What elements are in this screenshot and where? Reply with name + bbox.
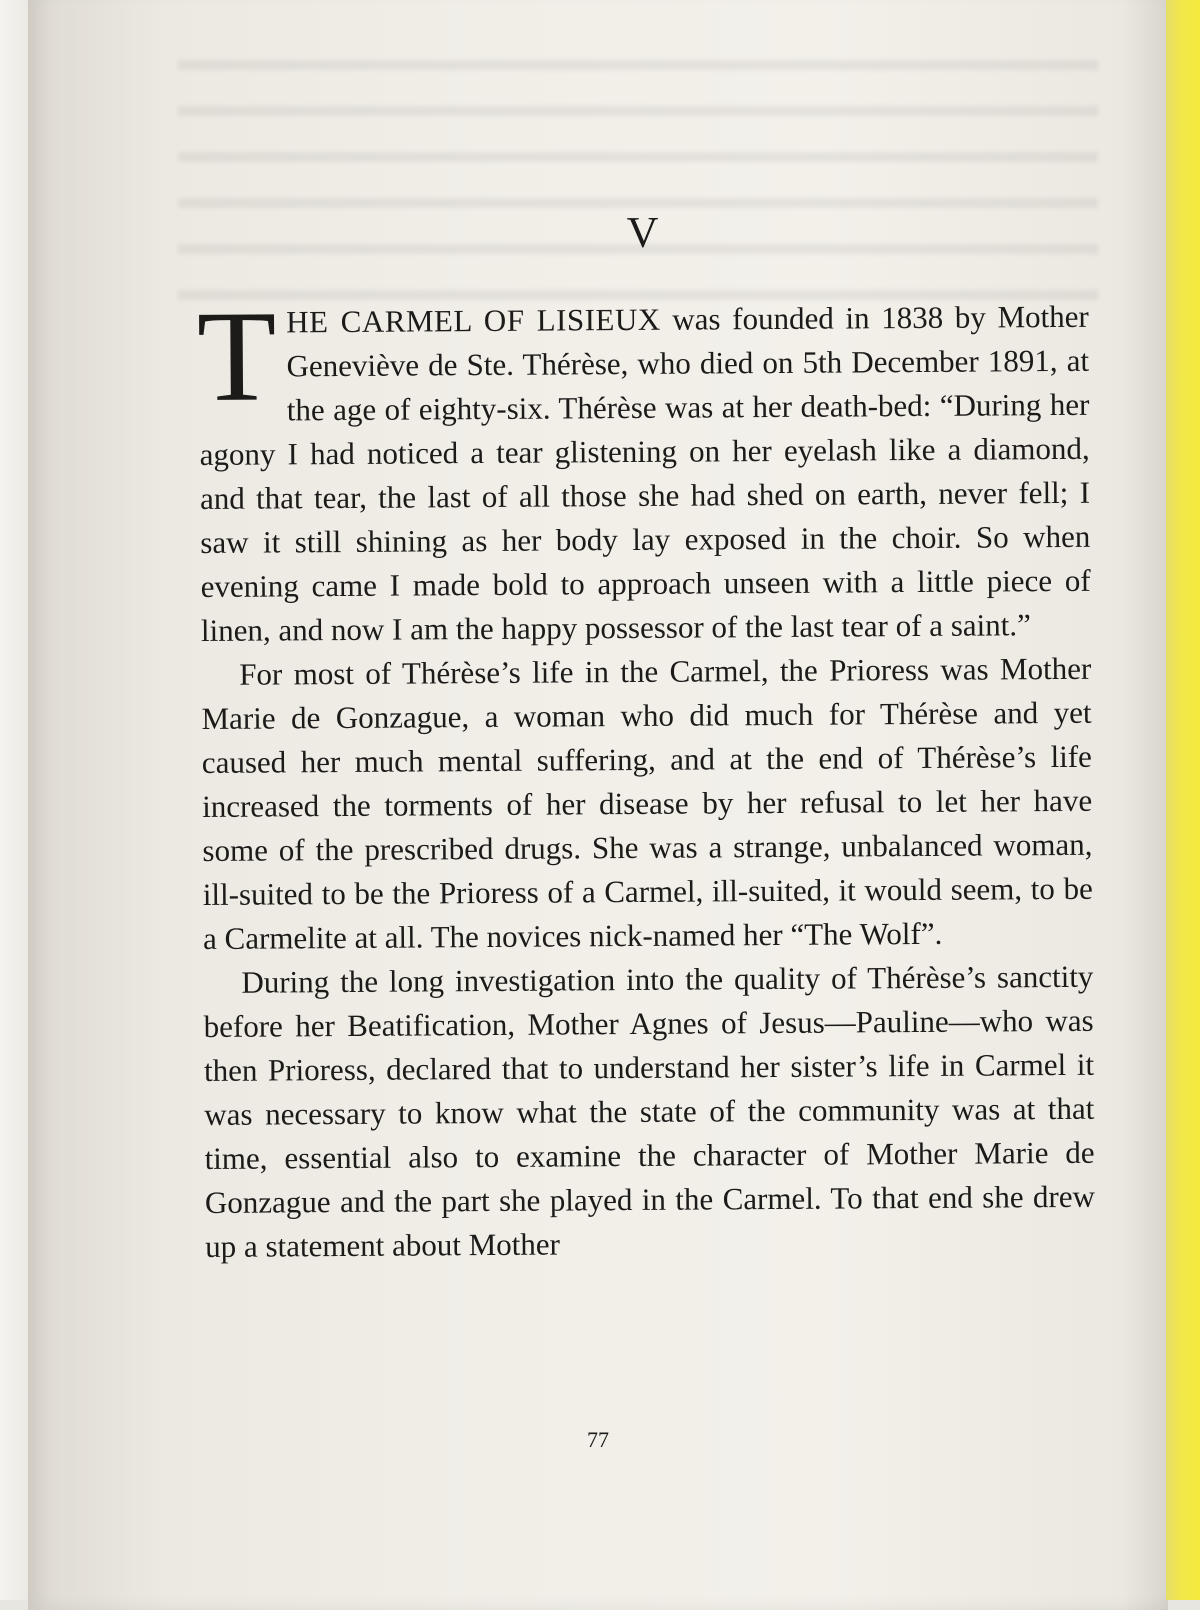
drop-cap: T bbox=[196, 284, 277, 430]
paragraph-1-text: was founded in 1838 by Mother Geneviève de Ste. Thérèse, who died on 5th December 1891, at the age of eighty-six. Thérèse was at her death-bed: “During her agony I had noticed a tear glistening on her eyelash like a diamond, and that tear, the last of all those she had shed on earth, never fell; I saw it still shining as her body lay exposed in the choir. So when evening came I made bold to approach unseen with a little piece of linen, and now I am the happy possessor of the last tear of a saint.” bbox=[199, 298, 1091, 648]
book-page bbox=[28, 0, 1168, 1610]
opening-small-caps: HE CARMEL OF LISIEUX bbox=[286, 301, 661, 340]
page-text-block bbox=[198, 204, 1095, 1269]
paragraph-1 bbox=[196, 284, 1091, 653]
page-number: 77 bbox=[587, 1427, 609, 1452]
paragraph-3: During the long investigation into the quality of Thérèse’s sanctity before her Beatification, Mother Agnes of Jesus—Pauline—who was then Prioress, declared that to understand her sister’s life in Carmel it was necessary to know what the state of the community was at that time, essential also to examine the character of Mother Marie de Gonzague and the part she played in the Carmel. To that end she drew up a statement about Mother bbox=[203, 958, 1096, 1264]
paragraph-2: For most of Thérèse’s life in the Carmel, the Prioress was Mother Marie de Gonzague, a woman who did much for Thérèse and yet caused her much mental suffering, and at the end of Thérèse’s life increased the torments of her disease by her refusal to let her have some of the prescribed drugs. She was a strange, unbalanced woman, ill-suited to be the Prioress of a Carmel, ill-suited, it would seem, to be a Carmelite at all. The novices nick-named her “The Wolf”. bbox=[201, 650, 1093, 956]
cover-edge bbox=[1166, 0, 1200, 1600]
chapter-number: V bbox=[626, 207, 660, 258]
